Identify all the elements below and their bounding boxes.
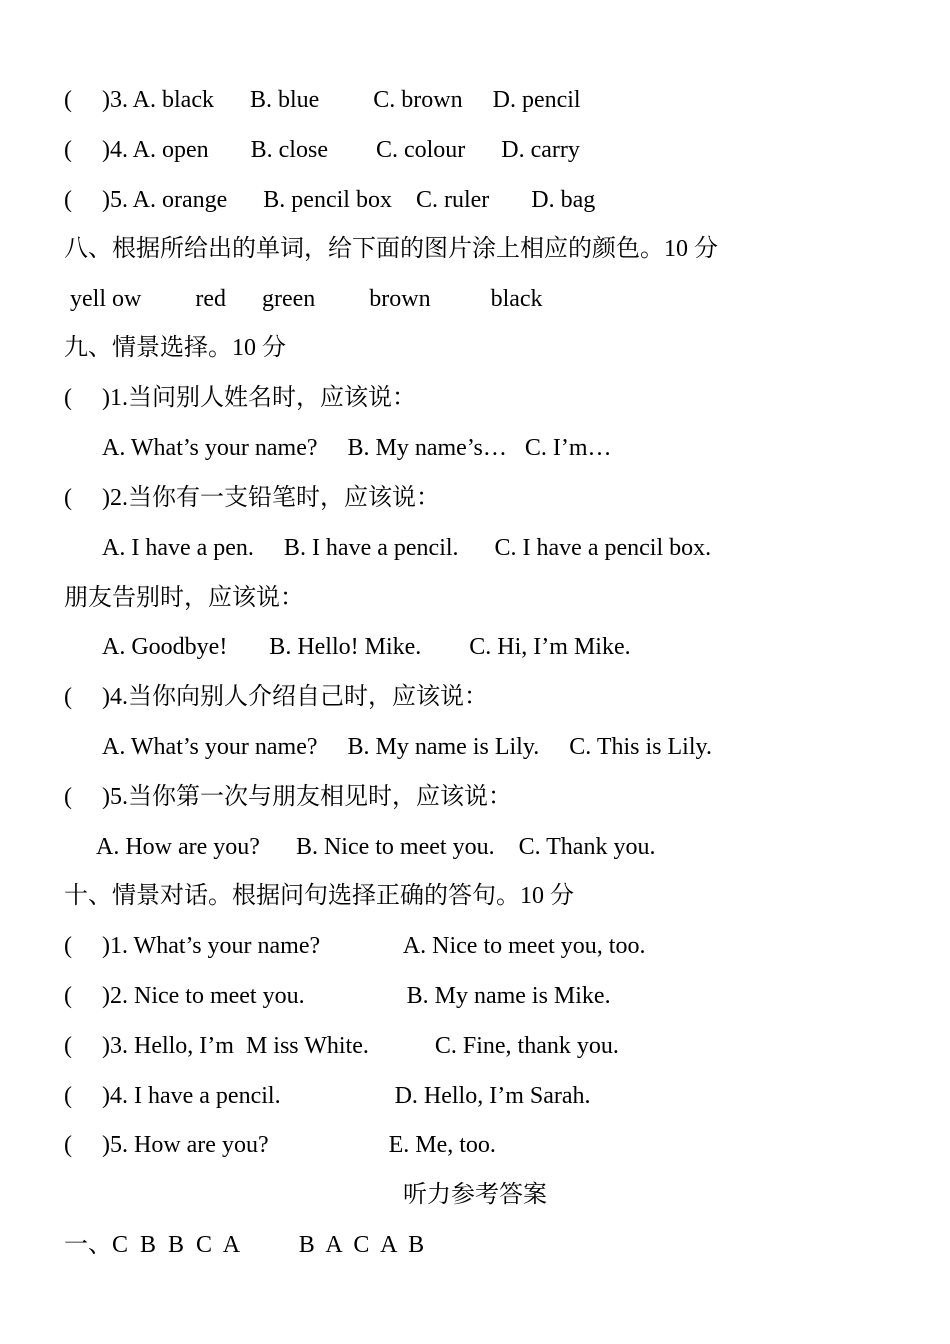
question-9-4: ( )4.当你向别人介绍自己时，应该说：: [64, 684, 488, 710]
dialogue-1: ( )1. What’s your name? A. Nice to meet you, too.: [64, 933, 646, 959]
question-9-5-options: A. How are you? B. Nice to meet you. C. Thank you.: [96, 834, 656, 860]
dialogue-2: ( )2. Nice to meet you. B. My name is Mike.: [64, 983, 611, 1009]
question-7-5: ( )5. A. orange B. pencil box C. ruler D. bag: [64, 187, 596, 213]
question-9-3-options: A. Goodbye! B. Hello! Mike. C. Hi, I’m Mike.: [102, 634, 631, 660]
question-9-2: ( )2.当你有一支铅笔时，应该说：: [64, 485, 440, 511]
section-9-heading: 九、情景选择。10 分: [64, 335, 286, 361]
dialogue-5: ( )5. How are you? E. Me, too.: [64, 1132, 496, 1158]
question-9-3: 朋友告别时，应该说：: [64, 585, 304, 611]
question-9-1: ( )1.当问别人姓名时，应该说：: [64, 385, 416, 411]
question-7-3: ( )3. A. black B. blue C. brown D. pencil: [64, 87, 581, 113]
question-9-4-options: A. What’s your name? B. My name is Lily. C. This is Lily.: [102, 734, 712, 760]
answer-key-title: 听力参考答案: [403, 1182, 547, 1208]
answer-key-part-1: 一、C B B C A B A C A B: [64, 1232, 425, 1258]
question-7-4: ( )4. A. open B. close C. colour D. carry: [64, 137, 580, 163]
question-9-2-options: A. I have a pen. B. I have a pencil. C. I have a pencil box.: [102, 535, 712, 561]
dialogue-3: ( )3. Hello, I’m M iss White. C. Fine, thank you.: [64, 1033, 619, 1059]
color-words: yell ow red green brown black: [64, 286, 543, 312]
section-10-heading: 十、情景对话。根据问句选择正确的答句。10 分: [64, 883, 574, 909]
dialogue-4: ( )4. I have a pencil. D. Hello, I’m Sarah.: [64, 1083, 591, 1109]
question-9-1-options: A. What’s your name? B. My name’s… C. I’m…: [102, 435, 612, 461]
question-9-5: ( )5.当你第一次与朋友相见时，应该说：: [64, 784, 512, 810]
section-8-heading: 八、根据所给出的单词，给下面的图片涂上相应的颜色。10 分: [64, 236, 718, 262]
